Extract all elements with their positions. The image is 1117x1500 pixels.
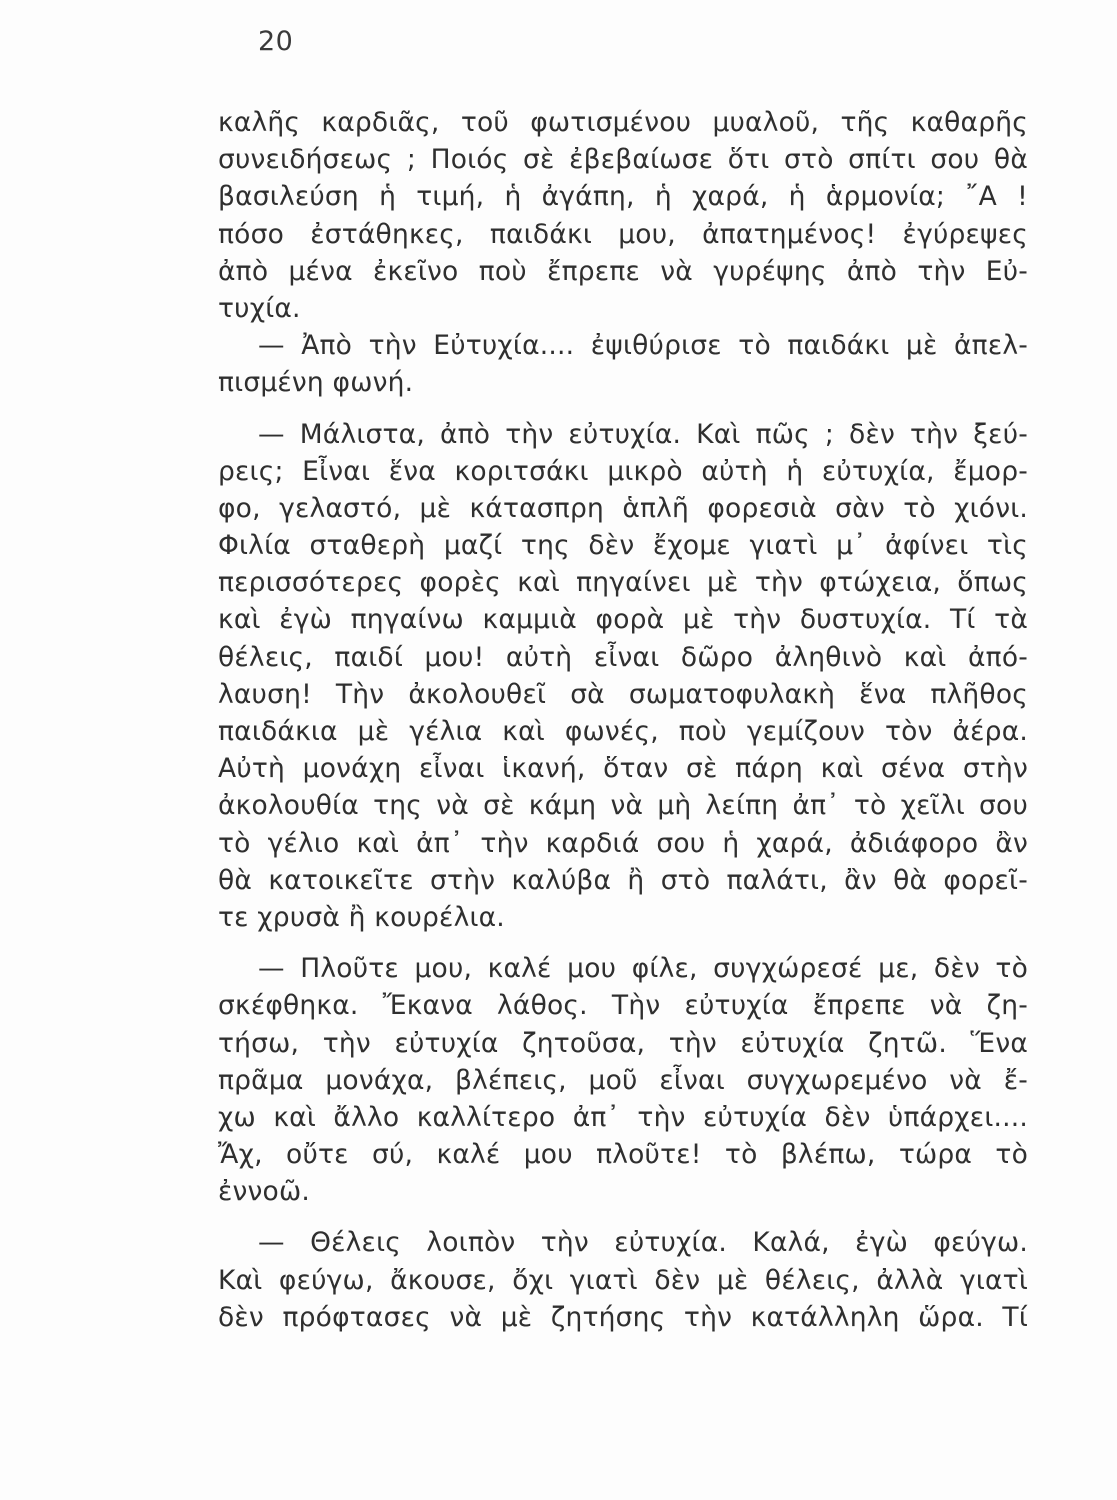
body-text — [218, 104, 1028, 1336]
text-line: συνειδήσεως ; Ποιός σὲ ἐβεβαίωσε ὅτι στὸ σπίτι σου θὰ — [218, 144, 1028, 176]
text-line: θέλεις, παιδί μου! αὐτὴ εἶναι δῶρο ἀληθινὸ καὶ ἀπό- — [218, 641, 1028, 673]
text-line: ἀκολουθία της νὰ σὲ κάμη νὰ μὴ λείπη ἀπ᾽ τὸ χεῖλι σου — [218, 790, 1028, 822]
text-line: πισμένη φωνή. — [218, 367, 414, 399]
text-line: καλῆς καρδιᾶς, τοῦ φωτισμένου μυαλοῦ, τῆς καθαρῆς — [218, 107, 1028, 138]
text-line: παιδάκια μὲ γέλια καὶ φωνές, ποὺ γεμίζουν τὸν ἀέρα. — [218, 716, 1028, 747]
text-line: τὸ γέλιο καὶ ἀπ᾽ τὴν καρδιά σου ἡ χαρά, ἀδιάφορο ἂν — [218, 827, 1028, 859]
text-line: — Θέλεις λοιπὸν τὴν εὐτυχία. Καλά, ἐγὼ φεύγω. — [258, 1227, 1028, 1259]
text-line: βασιλεύση ἡ τιμή, ἡ ἀγάπη, ἡ χαρά, ἡ ἁρμονία; ῎Α ! — [218, 181, 1028, 213]
text-line: περισσότερες φορὲς καὶ πηγαίνει μὲ τὴν φτώχεια, ὅπως — [218, 567, 1028, 599]
text-line: — Πλοῦτε μου, καλέ μου φίλε, συγχώρεσέ με, δὲν τὸ — [258, 953, 1028, 985]
page-number: 20 — [258, 26, 294, 57]
text-line: τυχία. — [218, 292, 301, 324]
text-line: — Ἀπὸ τὴν Εὐτυχία.... ἐψιθύρισε τὸ παιδάκι μὲ ἀπελ- — [258, 330, 1028, 362]
text-line: καὶ ἐγὼ πηγαίνω καμμιὰ φορὰ μὲ τὴν δυστυχία. Τί τὰ — [218, 604, 1028, 636]
text-line: σκέφθηκα. Ἔκανα λάθος. Τὴν εὐτυχία ἔπρεπε νὰ ζη- — [218, 990, 1028, 1022]
text-line: πόσο ἐστάθηκες, παιδάκι μου, ἀπατημένος! ἐγύρεψες — [218, 218, 1028, 250]
text-line: Αὐτὴ μονάχη εἶναι ἱκανή, ὅταν σὲ πάρη καὶ σένα στὴν — [218, 753, 1028, 785]
text-line: λαυση! Τὴν ἀκολουθεῖ σὰ σωματοφυλακὴ ἕνα πλῆθος — [218, 678, 1028, 710]
text-line: θὰ κατοικεῖτε στὴν καλύβα ἢ στὸ παλάτι, ἂν θὰ φορεῖ- — [218, 864, 1028, 896]
text-line: ρεις; Εἶναι ἕνα κοριτσάκι μικρὸ αὐτὴ ἡ εὐτυχία, ἔμορ- — [218, 455, 1028, 487]
text-line: τε χρυσὰ ἢ κουρέλια. — [218, 901, 505, 933]
text-line: φο, γελαστό, μὲ κάτασπρη ἁπλῆ φορεσιὰ σὰν τὸ χιόνι. — [218, 492, 1028, 524]
text-line: ἀπὸ μένα ἐκεῖνο ποὺ ἔπρεπε νὰ γυρέψης ἀπὸ τὴν Εὐ- — [218, 255, 1028, 287]
text-line: Καὶ φεύγω, ἄκουσε, ὄχι γιατὶ δὲν μὲ θέλεις, ἀλλὰ γιατὶ — [218, 1264, 1028, 1296]
text-line: πρᾶμα μονάχα, βλέπεις, μοῦ εἶναι συγχωρεμένο νὰ ἔ- — [218, 1064, 1028, 1096]
text-line: τήσω, τὴν εὐτυχία ζητοῦσα, τὴν εὐτυχία ζητῶ. Ἕνα — [218, 1027, 1028, 1059]
text-line: Ἄχ, οὔτε σύ, καλέ μου πλοῦτε! τὸ βλέπω, τώρα τὸ — [218, 1139, 1028, 1171]
text-line: ἐννοῶ. — [218, 1176, 310, 1208]
text-line: — Μάλιστα, ἀπὸ τὴν εὐτυχία. Καὶ πῶς ; δὲν τὴν ξεύ- — [258, 418, 1028, 450]
text-line: χω καὶ ἄλλο καλλίτερο ἀπ᾽ τὴν εὐτυχία δὲν ὑπάρχει.... — [218, 1101, 1028, 1133]
text-line: δὲν πρόφτασες νὰ μὲ ζητήσης τὴν κατάλληλη ὥρα. Τί — [218, 1301, 1028, 1333]
text-line: Φιλία σταθερὴ μαζί της δὲν ἔχομε γιατὶ μ᾽ ἀφίνει τὶς — [218, 530, 1028, 562]
